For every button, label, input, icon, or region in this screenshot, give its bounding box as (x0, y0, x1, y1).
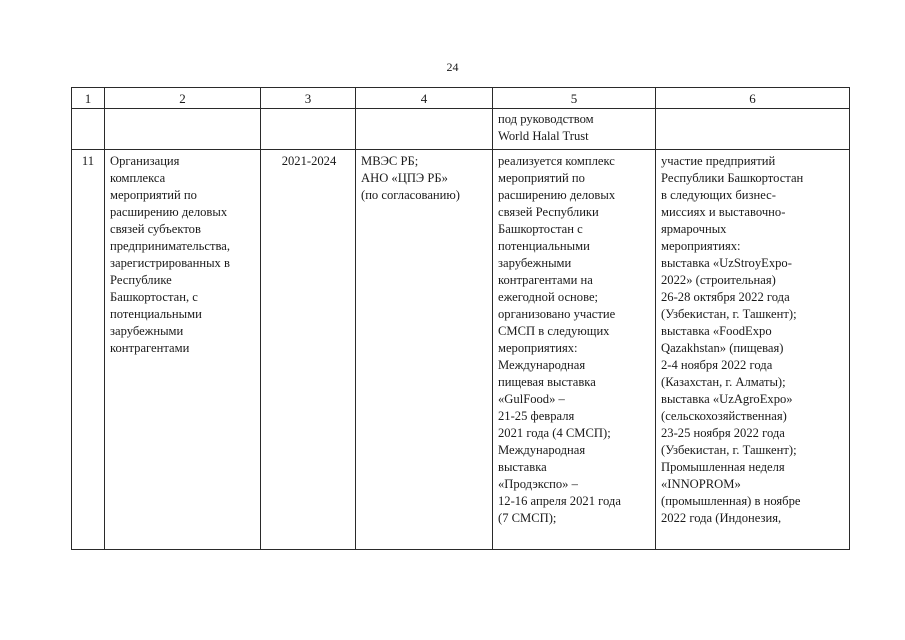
result-cell (493, 150, 656, 550)
cell-text-line: выставка «UzAgroExpo» (661, 392, 793, 406)
cell-text-line: предпринимательства, (110, 239, 231, 253)
cell-text-line: расширению деловых (498, 188, 616, 202)
event-cell (105, 150, 261, 550)
cell-text-line: мероприятиях: (661, 239, 741, 253)
cell-text-line: (7 СМСП); (498, 511, 557, 525)
continuation-cell-6 (656, 109, 850, 150)
cell-text-line: 12-16 апреля 2021 года (498, 494, 621, 508)
cell-text-line: потенциальными (498, 239, 590, 253)
cell-text-line: Международная (498, 443, 586, 457)
cell-text-line: контрагентами на (498, 273, 593, 287)
cell-text-line: мероприятиях: (498, 341, 578, 355)
cell-text-line: в следующих бизнес- (661, 188, 776, 202)
cell-text-line: «INNOPROM» (661, 477, 741, 491)
cell-text-line: ярмарочных (661, 222, 727, 236)
page-number: 24 (446, 60, 459, 74)
cell-text-line: Республике (110, 273, 172, 287)
header-cell-5: 5 (493, 88, 656, 109)
cell-text-line: АНО «ЦПЭ РБ» (361, 171, 448, 185)
cell-text-line: МВЭС РБ; (361, 154, 419, 168)
responsible-cell (356, 150, 493, 550)
cell-text-line: World Halal Trust (498, 129, 589, 143)
cell-text-line: «Продэкспо» – (498, 477, 578, 491)
cell-text-line: Республики Башкортостан (661, 171, 804, 185)
cell-text-line: пищевая выставка (498, 375, 596, 389)
cell-text-line: (по согласованию) (361, 188, 461, 202)
cell-text-line: мероприятий по (498, 171, 585, 185)
header-cell-1: 1 (72, 88, 105, 109)
cell-text-line: 26-28 октября 2022 года (661, 290, 790, 304)
cell-text-line: реализуется комплекс (498, 154, 615, 168)
period-cell: 2021-2024 (261, 150, 356, 550)
cell-text-line: (Узбекистан, г. Ташкент); (661, 307, 797, 321)
cell-text-line: связей субъектов (110, 222, 201, 236)
header-cell-3: 3 (261, 88, 356, 109)
cell-text-line: потенциальными (110, 307, 202, 321)
cell-text-line: Башкортостан, с (110, 290, 198, 304)
cell-text-line: 2-4 ноября 2022 года (661, 358, 773, 372)
cell-text-line: 2022 года (Индонезия, (661, 511, 782, 525)
cell-text-line: СМСП в следующих (498, 324, 610, 338)
header-cell-4: 4 (356, 88, 493, 109)
cell-text-line: Башкортостан с (498, 222, 583, 236)
cell-text-line: зарегистрированных в (110, 256, 230, 270)
cell-text-line: ежегодной основе; (498, 290, 599, 304)
cell-text-line: участие предприятий (661, 154, 776, 168)
cell-text-line: выставка (498, 460, 547, 474)
header-cell-2: 2 (105, 88, 261, 109)
cell-text-line: Организация (110, 154, 180, 168)
header-cell-6: 6 (656, 88, 850, 109)
cell-text-line: (Казахстан, г. Алматы); (661, 375, 786, 389)
cell-text-line: комплекса (110, 171, 166, 185)
cell-text-line: под руководством (498, 112, 594, 126)
table-row (72, 150, 850, 550)
cell-text-line: (сельскохозяйственная) (661, 409, 787, 423)
cell-text-line: миссиях и выставочно- (661, 205, 786, 219)
header-row (72, 88, 850, 109)
cell-text-line: связей Республики (498, 205, 599, 219)
continuation-cell-3 (261, 109, 356, 150)
continuation-cell-2 (105, 109, 261, 150)
cell-text-line: «GulFood» – (498, 392, 565, 406)
continuation-row (72, 109, 850, 150)
cell-text-line: организовано участие (498, 307, 616, 321)
cell-text-line: зарубежными (110, 324, 184, 338)
cell-text-line: 23-25 ноября 2022 года (661, 426, 785, 440)
continuation-cell-1 (72, 109, 105, 150)
continuation-cell-4 (356, 109, 493, 150)
row-number-cell: 11 (72, 150, 105, 550)
cell-text-line: Международная (498, 358, 586, 372)
cell-text-line: мероприятий по (110, 188, 197, 202)
cell-text-line: зарубежными (498, 256, 572, 270)
cell-text-line: Промышленная неделя (661, 460, 785, 474)
cell-text-line: расширению деловых (110, 205, 228, 219)
cell-text-line: выставка «UzStroyExpo- (661, 256, 792, 270)
cell-text-line: (промышленная) в ноябре (661, 494, 801, 508)
data-table (71, 87, 850, 550)
notes-cell (656, 150, 850, 550)
cell-text-line: контрагентами (110, 341, 190, 355)
cell-text-line: 21-25 февраля (498, 409, 575, 423)
continuation-cell-5 (493, 109, 656, 150)
cell-text-line: 2021 года (4 СМСП); (498, 426, 611, 440)
cell-text-line: (Узбекистан, г. Ташкент); (661, 443, 797, 457)
cell-text-line: 2022» (строительная) (661, 273, 776, 287)
cell-text-line: выставка «FoodExpo (661, 324, 772, 338)
cell-text-line: Qazakhstan» (пищевая) (661, 341, 784, 355)
